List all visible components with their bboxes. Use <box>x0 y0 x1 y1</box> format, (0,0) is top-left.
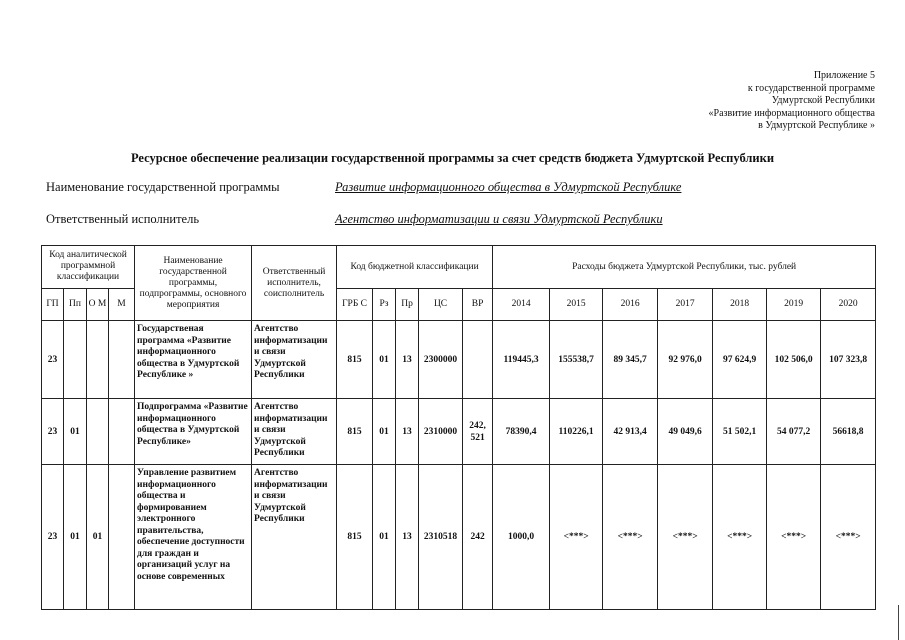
grbs-cell: 815 <box>337 321 373 399</box>
year-header: 2018 <box>713 289 767 321</box>
m-header: М <box>109 289 135 321</box>
vr-cell <box>463 321 493 399</box>
grbs-header: ГРБ С <box>337 289 373 321</box>
appendix-line: в Удмуртской Республике » <box>758 120 875 131</box>
appendix-note <box>615 70 875 133</box>
m-cell <box>109 399 135 465</box>
page-edge-line <box>898 605 899 640</box>
value-cell: 107 323,8 <box>821 321 876 399</box>
pr-cell: 13 <box>396 321 419 399</box>
cs-cell: 2300000 <box>419 321 463 399</box>
executor-value: Агентство информатизации и связи Удмуртской Республики <box>335 212 663 226</box>
budget-code-header: Код бюджетной классификации <box>337 246 493 289</box>
name-cell: Государственая программа «Развитие информационного общества в Удмуртской Республике » <box>135 321 252 399</box>
pp-cell <box>64 321 87 399</box>
pr-cell: 13 <box>396 465 419 610</box>
executor-cell: Агентство информатизации и связи Удмуртской Республики <box>252 399 337 465</box>
value-cell: 1000,0 <box>493 465 550 610</box>
document-title: Ресурсное обеспечение реализации государственной программы за счет средств бюджета Удмуртской Республики <box>130 151 775 165</box>
value-cell: <***> <box>713 465 767 610</box>
grbs-cell: 815 <box>337 399 373 465</box>
rz-cell: 01 <box>373 465 396 610</box>
value-cell: 42 913,4 <box>603 399 658 465</box>
vr-cell: 242 <box>463 465 493 610</box>
resource-table <box>41 245 876 610</box>
pp-cell: 01 <box>64 399 87 465</box>
value-cell: 89 345,7 <box>603 321 658 399</box>
cs-header: ЦС <box>419 289 463 321</box>
cs-cell: 2310000 <box>419 399 463 465</box>
value-cell: <***> <box>767 465 821 610</box>
pr-cell: 13 <box>396 399 419 465</box>
rz-cell: 01 <box>373 399 396 465</box>
gp-cell: 23 <box>42 321 64 399</box>
table-row <box>42 321 876 399</box>
program-name-value: Развитие информационного общества в Удмуртской Республике <box>335 180 682 194</box>
vr-header: ВР <box>463 289 493 321</box>
value-cell: 56618,8 <box>821 399 876 465</box>
value-cell: <***> <box>550 465 603 610</box>
name-cell: Подпрограмма «Развитие информационного общества в Удмуртской Республике» <box>135 399 252 465</box>
value-cell: 54 077,2 <box>767 399 821 465</box>
value-cell: 155538,7 <box>550 321 603 399</box>
om-header: О М <box>87 289 109 321</box>
value-cell: 119445,3 <box>493 321 550 399</box>
name-cell: Управление развитием информационного общества и формированием электронного правительства, обеспечение доступности для граждан и организаций услуг на основе современных <box>135 465 252 610</box>
value-cell: 92 976,0 <box>658 321 713 399</box>
executor-label: Ответственный исполнитель <box>46 212 200 226</box>
m-cell <box>109 465 135 610</box>
value-cell: <***> <box>658 465 713 610</box>
gp-header: ГП <box>42 289 64 321</box>
table-row <box>42 399 876 465</box>
appendix-line: Удмуртской Республики <box>771 95 875 106</box>
value-cell: <***> <box>603 465 658 610</box>
om-cell <box>87 399 109 465</box>
rz-cell: 01 <box>373 321 396 399</box>
value-cell: 110226,1 <box>550 399 603 465</box>
appendix-line: «Развитие информационного общества <box>708 107 875 119</box>
executor-header: Ответственный исполнитель, соисполнитель <box>252 246 337 321</box>
year-header: 2020 <box>821 289 876 321</box>
cs-cell: 2310518 <box>419 465 463 610</box>
pp-header: Пп <box>64 289 87 321</box>
expenses-header: Расходы бюджета Удмуртской Республики, тыс. рублей <box>493 246 876 289</box>
year-header: 2015 <box>550 289 603 321</box>
executor-cell: Агентство информатизации и связи Удмуртской Республики <box>252 321 337 399</box>
rz-header: Рз <box>373 289 396 321</box>
year-header: 2016 <box>603 289 658 321</box>
vr-cell: 242, 521 <box>463 399 493 465</box>
pp-cell: 01 <box>64 465 87 610</box>
header-row-top <box>42 246 876 289</box>
grbs-cell: 815 <box>337 465 373 610</box>
analytic-code-header: Код аналитической программной классификации <box>42 246 135 289</box>
appendix-line: к государственной программе <box>747 82 875 94</box>
om-cell <box>87 321 109 399</box>
table-row <box>42 465 876 610</box>
program-name-label: Наименование государственной программы <box>46 180 280 194</box>
value-cell: 97 624,9 <box>713 321 767 399</box>
year-header: 2014 <box>493 289 550 321</box>
gp-cell: 23 <box>42 465 64 610</box>
pr-header: Пр <box>396 289 419 321</box>
value-cell: 51 502,1 <box>713 399 767 465</box>
name-header: Наименование государственной программы, подпрограммы, основного мероприятия <box>135 246 252 321</box>
om-cell: 01 <box>87 465 109 610</box>
value-cell: <***> <box>821 465 876 610</box>
executor-cell: Агентство информатизации и связи Удмуртской Республики <box>252 465 337 610</box>
value-cell: 49 049,6 <box>658 399 713 465</box>
gp-cell: 23 <box>42 399 64 465</box>
year-header: 2019 <box>767 289 821 321</box>
appendix-line: Приложение 5 <box>813 70 875 81</box>
year-header: 2017 <box>658 289 713 321</box>
value-cell: 78390,4 <box>493 399 550 465</box>
value-cell: 102 506,0 <box>767 321 821 399</box>
m-cell <box>109 321 135 399</box>
